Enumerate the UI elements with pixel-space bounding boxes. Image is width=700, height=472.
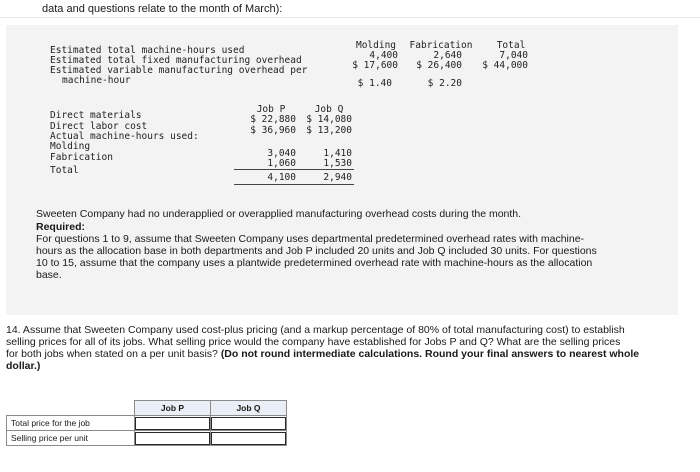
row-label-price-per-unit: Selling price per unit [7,431,135,446]
required-line: base. [36,269,62,281]
molding-fixed-overhead: $ 17,600 [352,60,398,71]
fabrication-fixed-overhead: $ 26,400 [416,60,462,71]
answer-table [6,400,287,446]
molding-label: Molding [50,141,91,152]
statement-text: Sweeten Company had no underapplied or overapplied manufacturing overhead costs during the month. [36,208,522,220]
molding-variable-rate: $ 1.40 [357,78,392,89]
table-row [7,431,287,446]
total-fixed-overhead: $ 44,000 [482,60,528,71]
job-p-fabrication-hours: 1,060 [267,158,296,169]
job-p-total-hours: 4,100 [267,172,296,183]
rounding-instruction: (Do not round intermediate calculations. Round your final answers to nearest whole [220,348,640,360]
question-line: selling prices for all of its jobs. What selling price would the company have established for Jobs P and Q? What are the selling prices [6,336,621,348]
rounding-instruction-end: dollar.) [6,360,41,372]
answer-table-header [7,401,287,416]
direct-materials-label: Direct materials [50,110,142,121]
question-data-panel [6,25,678,315]
job-p-direct-materials: $ 22,880 [250,114,296,125]
job-q-total-hours: 2,940 [323,172,352,183]
total-label: Total [50,165,79,176]
job-q-fabrication-hours: 1,530 [323,158,352,169]
job-q-molding-hours: 1,410 [323,148,352,159]
header-job-p: Job P [135,401,211,416]
table-row [7,416,287,431]
question-line: for both jobs when stated on a per unit basis? (Do not round intermediate calculations. Round your final answers to nearest whole [6,348,640,360]
unit-price-job-p-input[interactable] [135,432,210,445]
budget-label-variable-rate: Estimated variable manufacturing overhead per [50,65,308,76]
header-job-q: Job Q [211,401,287,416]
molding-machine-hours: 4,400 [369,50,398,61]
question-14-section [6,318,678,472]
intro-text: data and questions relate to the month of March): [0,0,700,18]
col-job-q: Job Q [314,104,344,115]
total-price-job-q-input[interactable] [211,417,286,430]
machine-hours-used-label: Actual machine-hours used: [50,131,199,142]
budget-label-fixed-overhead: Estimated total fixed manufacturing overhead [50,55,302,66]
col-job-p: Job P [256,104,286,115]
direct-labor-label: Direct labor cost [50,121,148,132]
total-machine-hours: 7,040 [499,50,528,61]
job-q-direct-labor: $ 13,200 [306,125,352,136]
required-line: 10 to 15, assume that the company uses a plantwide predetermined overhead rate with machine-hours as the allocation [36,257,593,269]
required-line: hours as the allocation base in both departments and Job P included 20 units and Job Q included 30 units. For questions [36,245,597,257]
required-text [36,233,676,281]
job-p-direct-labor: $ 36,960 [250,125,296,136]
header-blank [7,401,135,416]
question-line: 14. Assume that Sweeten Company used cost-plus pricing (and a markup percentage of 80% of total manufacturing cost) to establish [6,324,625,336]
total-price-job-p-input[interactable] [135,417,210,430]
fabrication-machine-hours: 2,640 [433,50,462,61]
subtotal-rule [234,169,354,170]
budget-label-machine-hour: machine-hour [62,75,131,86]
col-fabrication: Fabrication [409,40,473,51]
job-q-direct-materials: $ 14,080 [306,114,352,125]
total-rule [234,184,354,185]
col-total: Total [496,40,526,51]
question-text [6,324,674,372]
job-p-molding-hours: 3,040 [267,148,296,159]
required-label: Required: [36,221,86,233]
unit-price-job-q-input[interactable] [211,432,286,445]
fabrication-label: Fabrication [50,152,113,163]
row-label-total-price: Total price for the job [7,416,135,431]
col-molding: Molding [355,40,397,51]
required-line: For questions 1 to 9, assume that Sweeten Company uses departmental predetermined overhead rates with machine- [36,233,585,245]
fabrication-variable-rate: $ 2.20 [427,78,462,89]
budget-label-machine-hours: Estimated total machine-hours used [50,45,245,56]
